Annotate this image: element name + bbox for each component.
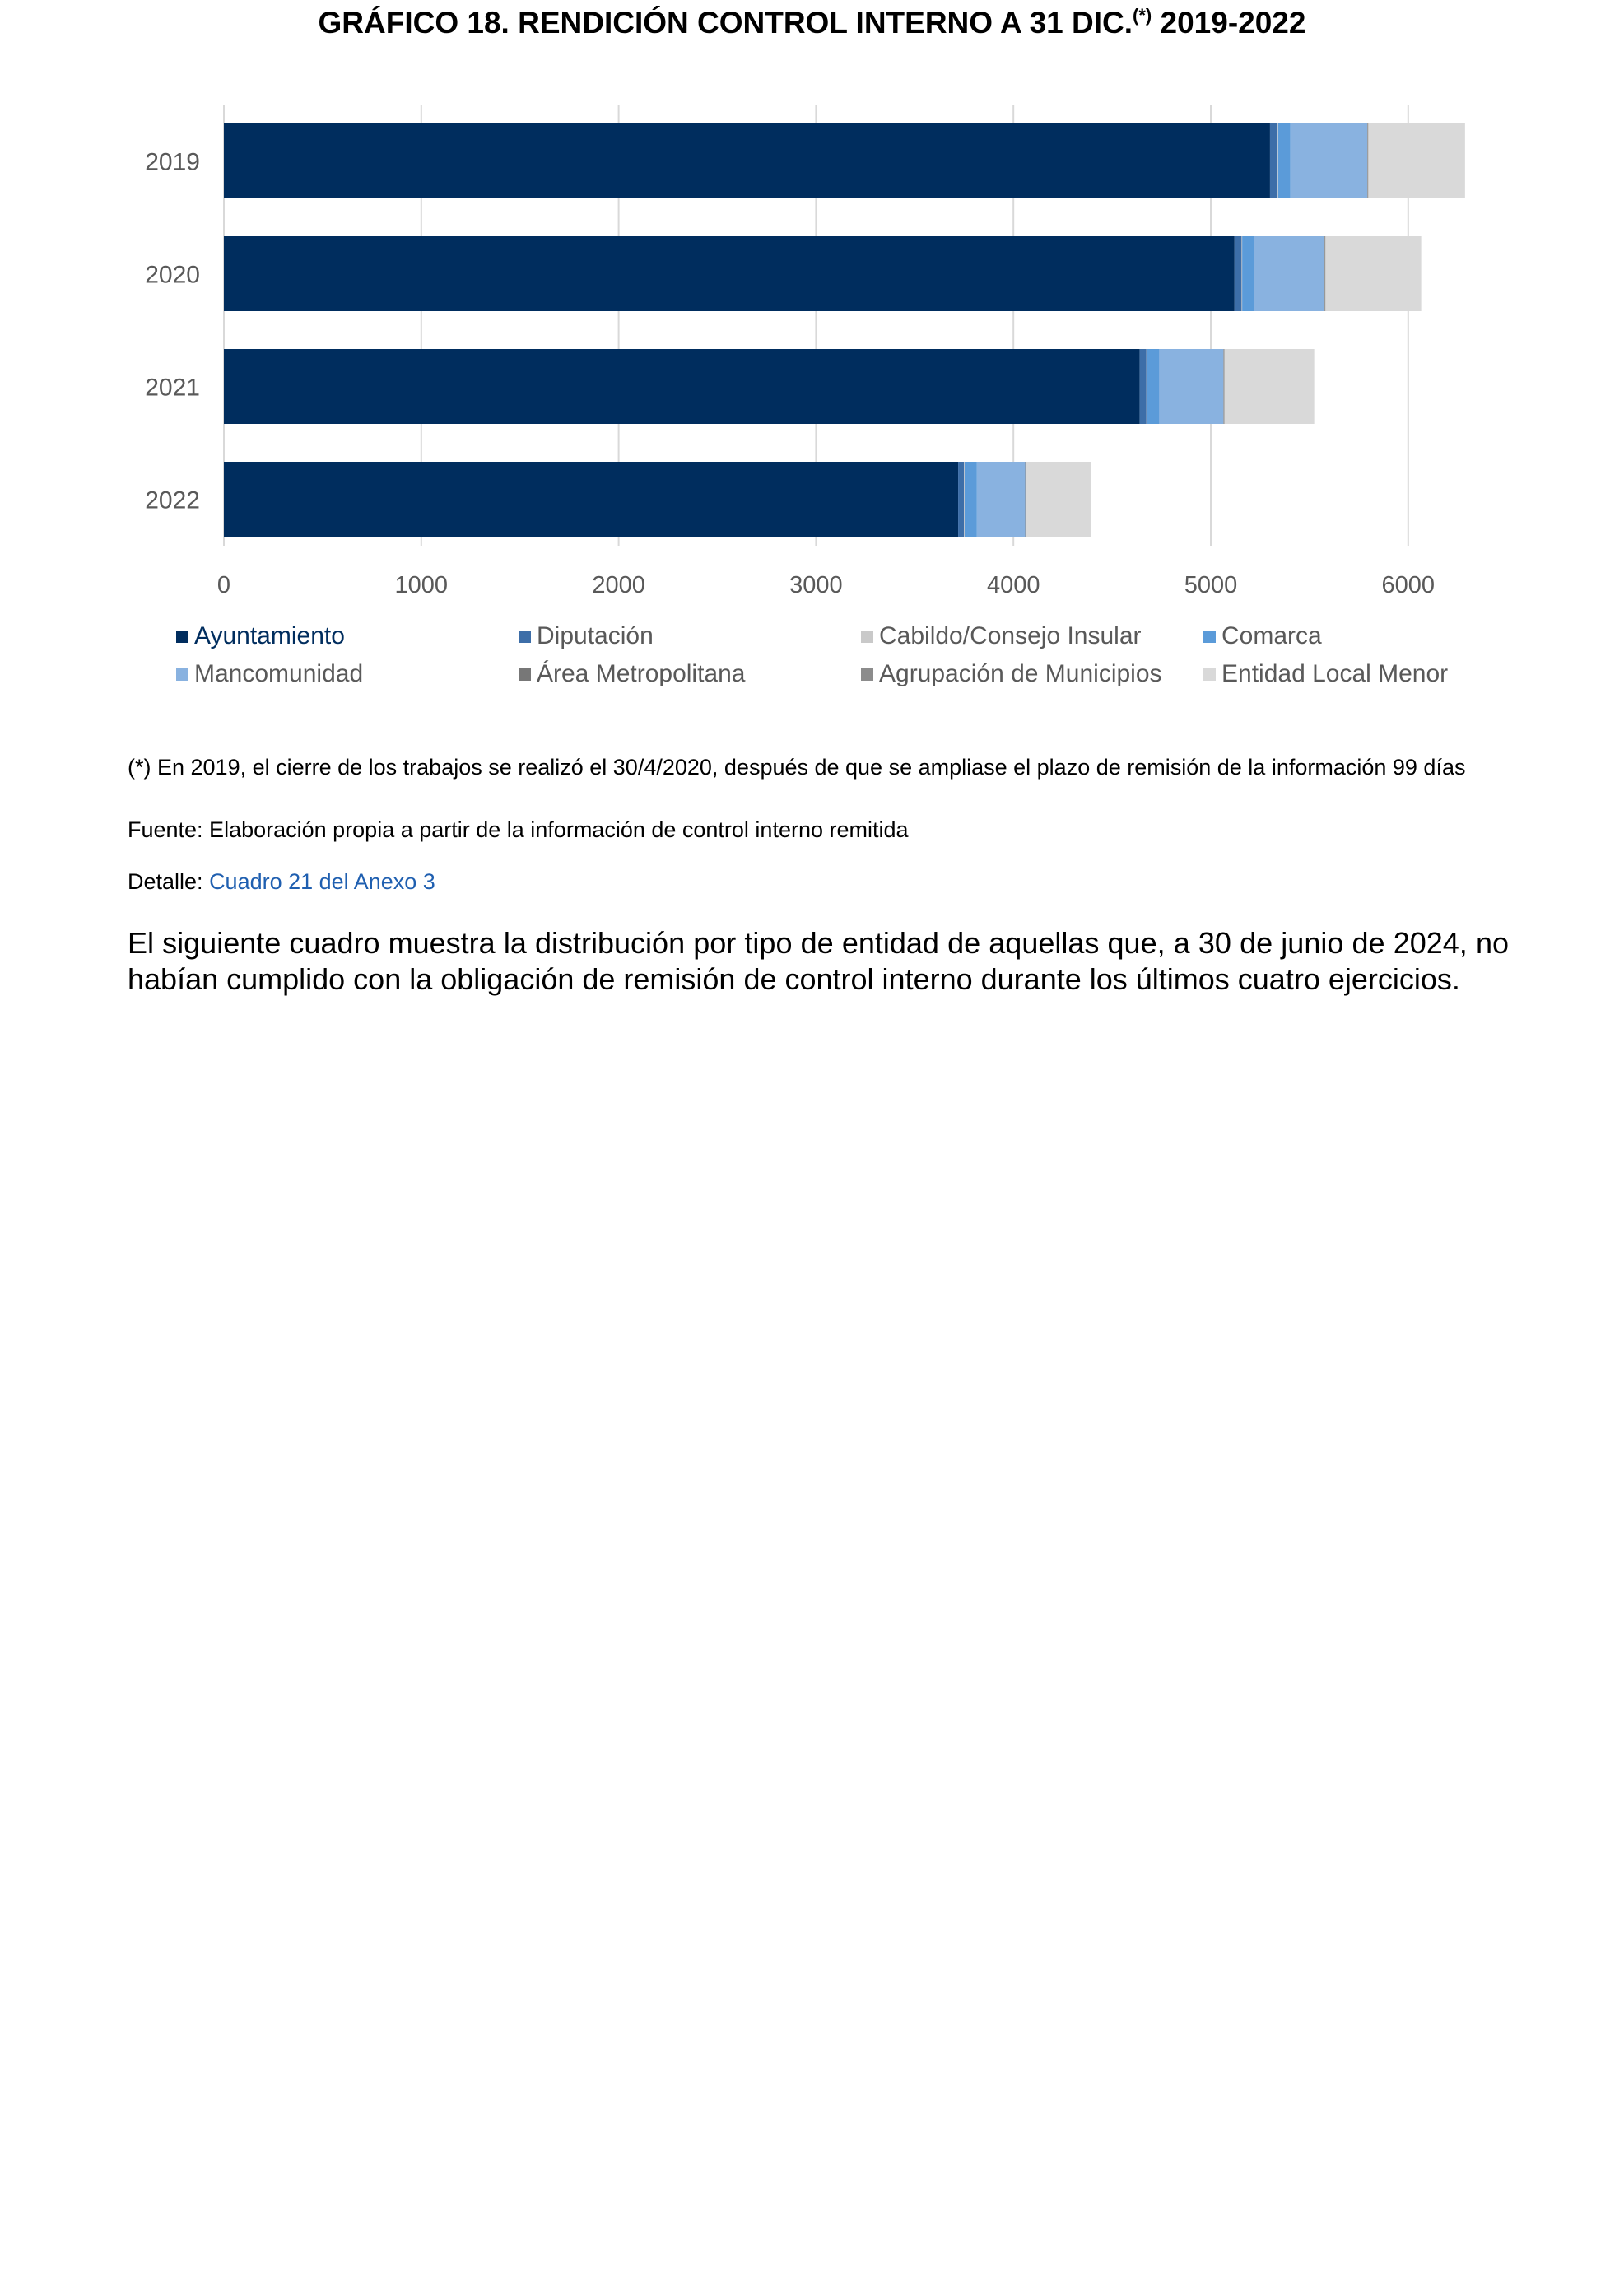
bar-segment bbox=[1325, 236, 1421, 311]
legend-item bbox=[519, 622, 654, 649]
bar-segment bbox=[1278, 123, 1291, 198]
legend-label: Entidad Local Menor bbox=[1221, 660, 1449, 687]
chart-title-footnote-mark: (*) bbox=[1133, 5, 1152, 26]
bar-segment bbox=[1147, 349, 1160, 424]
bar-segment bbox=[1367, 123, 1368, 198]
detail-note bbox=[128, 868, 435, 896]
legend-item bbox=[176, 622, 345, 649]
category-labels bbox=[145, 149, 200, 514]
category-label: 2021 bbox=[145, 374, 200, 402]
legend-label: Área Metropolitana bbox=[537, 660, 746, 687]
chart-title-years: 2019-2022 bbox=[1152, 6, 1306, 40]
category-label: 2020 bbox=[145, 261, 200, 289]
legend-label: Cabildo/Consejo Insular bbox=[879, 622, 1142, 649]
category-label: 2022 bbox=[145, 486, 200, 514]
body-paragraph: El siguiente cuadro muestra la distribución por tipo de entidad de aquellas que, a 30 de junio de 2024, no habían cumplido con la obligación de remisión de control interno durante los últimos cuatro ejercicios. bbox=[128, 926, 1509, 996]
legend-label: Mancomunidad bbox=[194, 660, 364, 687]
bar-segment bbox=[224, 123, 1270, 198]
bar-segment bbox=[965, 462, 977, 537]
bar-segment bbox=[1235, 236, 1242, 311]
stacked-bar-chart bbox=[0, 91, 1624, 716]
legend-item bbox=[861, 622, 1142, 649]
x-tick-label: 2000 bbox=[592, 572, 645, 598]
legend-item bbox=[1203, 660, 1448, 687]
bar-segment bbox=[1324, 236, 1325, 311]
bar-segment bbox=[1254, 236, 1324, 311]
bar-segment bbox=[224, 349, 1140, 424]
bar-segment bbox=[1270, 123, 1277, 198]
legend-swatch bbox=[861, 668, 873, 681]
legend bbox=[176, 622, 1448, 687]
detail-label: Detalle: bbox=[128, 869, 210, 894]
bar-segment bbox=[224, 236, 1235, 311]
legend-label: Agrupación de Municipios bbox=[879, 660, 1162, 687]
bar-segment bbox=[224, 462, 958, 537]
legend-label: Comarca bbox=[1221, 622, 1322, 649]
bar-segment bbox=[1325, 236, 1326, 311]
chart-title-main: GRÁFICO 18. RENDICIÓN CONTROL INTERNO A 31 DIC. bbox=[318, 6, 1133, 40]
bar-segment bbox=[1223, 349, 1224, 424]
detail-link[interactable]: Cuadro 21 del Anexo 3 bbox=[209, 869, 435, 894]
bar-segment bbox=[1225, 349, 1315, 424]
bar-segment bbox=[1242, 236, 1254, 311]
legend-swatch bbox=[176, 668, 188, 681]
legend-item bbox=[1203, 622, 1322, 649]
bar-segment bbox=[1277, 123, 1278, 198]
legend-swatch bbox=[1203, 631, 1216, 643]
legend-swatch bbox=[519, 668, 531, 681]
bars bbox=[224, 123, 1465, 537]
chart-title bbox=[0, 3, 1624, 43]
legend-label: Diputación bbox=[537, 622, 654, 649]
x-tick-label: 3000 bbox=[789, 572, 843, 598]
source-note: Fuente: Elaboración propia a partir de la información de control interno remitida bbox=[128, 817, 909, 842]
category-label: 2019 bbox=[145, 148, 200, 176]
bar-segment bbox=[1241, 236, 1242, 311]
x-tick-label: 1000 bbox=[394, 572, 449, 598]
x-tick-labels bbox=[217, 572, 1435, 598]
legend-item bbox=[519, 660, 746, 687]
bar-segment bbox=[1026, 462, 1091, 537]
bar-segment bbox=[977, 462, 1026, 537]
x-tick-label: 0 bbox=[216, 572, 231, 598]
bar-segment bbox=[964, 462, 965, 537]
bar-segment bbox=[958, 462, 964, 537]
footnote: (*) En 2019, el cierre de los trabajos se realizó el 30/4/2020, después de que se ampliase el plazo de remisión de la información 99 días bbox=[128, 755, 1466, 780]
legend-swatch bbox=[1203, 668, 1216, 681]
legend-item bbox=[176, 660, 363, 687]
x-tick-label: 4000 bbox=[986, 572, 1040, 598]
bar-segment bbox=[1368, 123, 1465, 198]
legend-label: Ayuntamiento bbox=[194, 622, 345, 649]
bar-segment bbox=[1368, 123, 1369, 198]
bar-segment bbox=[1140, 349, 1147, 424]
x-tick-label: 6000 bbox=[1381, 572, 1436, 598]
bar-segment bbox=[1291, 123, 1368, 198]
legend-item bbox=[861, 660, 1162, 687]
legend-swatch bbox=[861, 631, 873, 643]
x-tick-label: 5000 bbox=[1184, 572, 1238, 598]
bar-segment bbox=[1159, 349, 1223, 424]
legend-swatch bbox=[519, 631, 531, 643]
bar-segment bbox=[1224, 349, 1225, 424]
legend-swatch bbox=[176, 631, 188, 643]
